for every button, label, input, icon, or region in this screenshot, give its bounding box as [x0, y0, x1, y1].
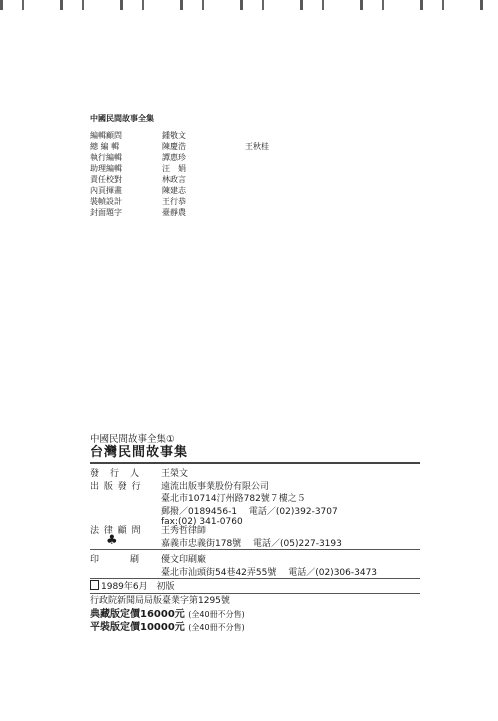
divider: [90, 578, 420, 579]
issuer-fax: fax:(02) 341-0760: [161, 517, 243, 527]
paperback-price: [90, 622, 245, 633]
credit-role: 總 編 輯: [90, 142, 120, 151]
credit-role: 裝幀設計: [90, 197, 122, 206]
scan-edge-marks: [0, 0, 498, 10]
book-title: 台灣民間故事集: [90, 445, 189, 460]
credit-name: 譚惠珍: [162, 153, 186, 162]
credit-name: 陳慶浩: [162, 142, 186, 151]
publisher-name: 王榮文: [161, 469, 189, 479]
credit-role: 封面題字: [90, 208, 122, 217]
credit-name: 林政言: [162, 175, 186, 184]
issuer-postal-phone: 郵撥／0189456-1 電話／(02)392-3707: [161, 507, 338, 517]
credit-role: 助理編輯: [90, 164, 122, 173]
credit-role: 內頁揮畫: [90, 186, 122, 195]
edition-text: 1989年6月 初版: [101, 582, 175, 592]
series-heading: 中國民間故事全集: [90, 114, 154, 123]
registration-number: 行政院新聞局局版臺業字第1295號: [90, 596, 230, 606]
credit-name: 王行恭: [162, 197, 186, 206]
divider: [90, 549, 420, 550]
deluxe-price: [90, 609, 245, 620]
issuer-name: 遠流出版事業股份有限公司: [161, 482, 270, 492]
credit-name: 臺靜農: [162, 208, 186, 217]
checkbox-mark: [90, 580, 99, 590]
paperback-price-note: (全40冊不分售): [188, 623, 245, 632]
credit-extra-name: 王秋桂: [245, 142, 269, 151]
legal-label: 法 律 顧 問: [90, 526, 142, 536]
publisher-label: 發 行 人: [90, 469, 141, 479]
divider: [90, 462, 420, 464]
volume-line: 中國民間故事全集①: [90, 434, 175, 445]
edition-line: [90, 580, 175, 593]
seal-mark: ♣: [106, 533, 118, 548]
printer-label: 印 刷: [90, 555, 141, 565]
issuer-address: 臺北市10714汀州路782號７樓之５: [161, 494, 306, 504]
paperback-price-text: 平裝版定價10000元: [90, 622, 185, 633]
legal-address-phone: 嘉義市忠義街178號 電話／(05)227-3193: [161, 539, 342, 549]
deluxe-price-note: (全40冊不分售): [188, 610, 245, 619]
credit-role: 編輯顧問: [90, 131, 122, 140]
issuer-label: 出 版 發 行: [90, 482, 142, 492]
credit-role: 執行編輯: [90, 153, 122, 162]
credit-role: 責任校對: [90, 175, 122, 184]
legal-name: 王秀哲律師: [161, 526, 207, 536]
divider: [90, 593, 420, 594]
deluxe-price-text: 典藏版定價16000元: [90, 609, 185, 620]
printer-address-phone: 臺北市汕頭街54巷42弄55號 電話／(02)306-3473: [161, 568, 378, 578]
credit-name: 汪 娟: [162, 164, 186, 173]
credit-name: 鍾敬文: [162, 131, 186, 140]
printer-name: 優文印刷廠: [161, 555, 207, 565]
credit-name: 陳建志: [162, 186, 186, 195]
